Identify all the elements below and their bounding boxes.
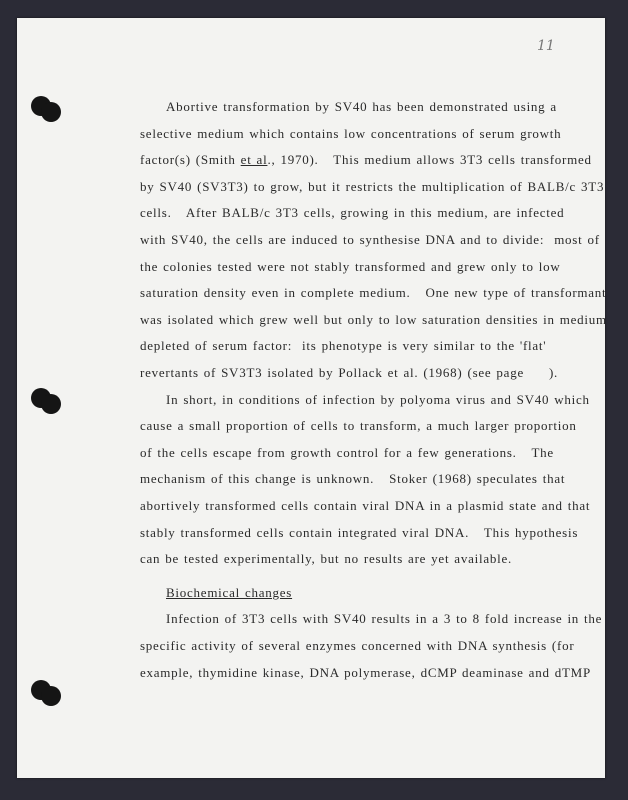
text-line: of the cells escape from growth control for a few generations. The [140,445,554,460]
text-line: saturation density even in complete medium. One new type of transformant [140,285,607,300]
text-line: example, thymidine kinase, DNA polymerase, dCMP deaminase and dTMP [140,665,591,680]
punch-hole-icon [41,686,61,706]
text-line: abortively transformed cells contain viral DNA in a plasmid state and that [140,498,591,513]
text-line: with SV40, the cells are induced to synthesise DNA and to divide: most of [140,232,600,247]
text-line: mechanism of this change is unknown. Stoker (1968) speculates that [140,471,566,486]
text-line: Infection of 3T3 cells with SV40 results in a 3 to 8 fold increase in the [166,611,603,626]
text-line: was isolated which grew well but only to low saturation densities in medium [140,312,607,327]
punch-hole-icon [41,394,61,414]
text-line: cells. After BALB/c 3T3 cells, growing in this medium, are infected [140,205,565,220]
text-line: selective medium which contains low concentrations of serum growth [140,126,562,141]
text-line: revertants of SV3T3 isolated by Pollack et al. (1968) (see page ). [140,365,559,380]
text-line: the colonies tested were not stably transformed and grew only to low [140,259,561,274]
handwritten-page-number: 11 [537,38,555,54]
text-line: by SV40 (SV3T3) to grow, but it restricts the multiplication of BALB/c 3T3 [140,179,605,194]
text-line: stably transformed cells contain integrated viral DNA. This hypothesis [140,525,579,540]
text-line: can be tested experimentally, but no results are yet available. [140,551,512,566]
punch-hole-icon [41,102,61,122]
text-line: specific activity of several enzymes concerned with DNA synthesis (for [140,638,575,653]
section-heading: Biochemical changes [166,585,293,600]
text-line: In short, in conditions of infection by polyoma virus and SV40 which [166,392,590,407]
text-line: factor(s) (Smith et al., 1970). This medium allows 3T3 cells transformed [140,152,592,167]
document-page [17,18,605,778]
text-line: depleted of serum factor: its phenotype is very similar to the 'flat' [140,338,547,353]
text-line: Abortive transformation by SV40 has been demonstrated using a [166,99,557,114]
text-line: cause a small proportion of cells to transform, a much larger proportion [140,418,577,433]
